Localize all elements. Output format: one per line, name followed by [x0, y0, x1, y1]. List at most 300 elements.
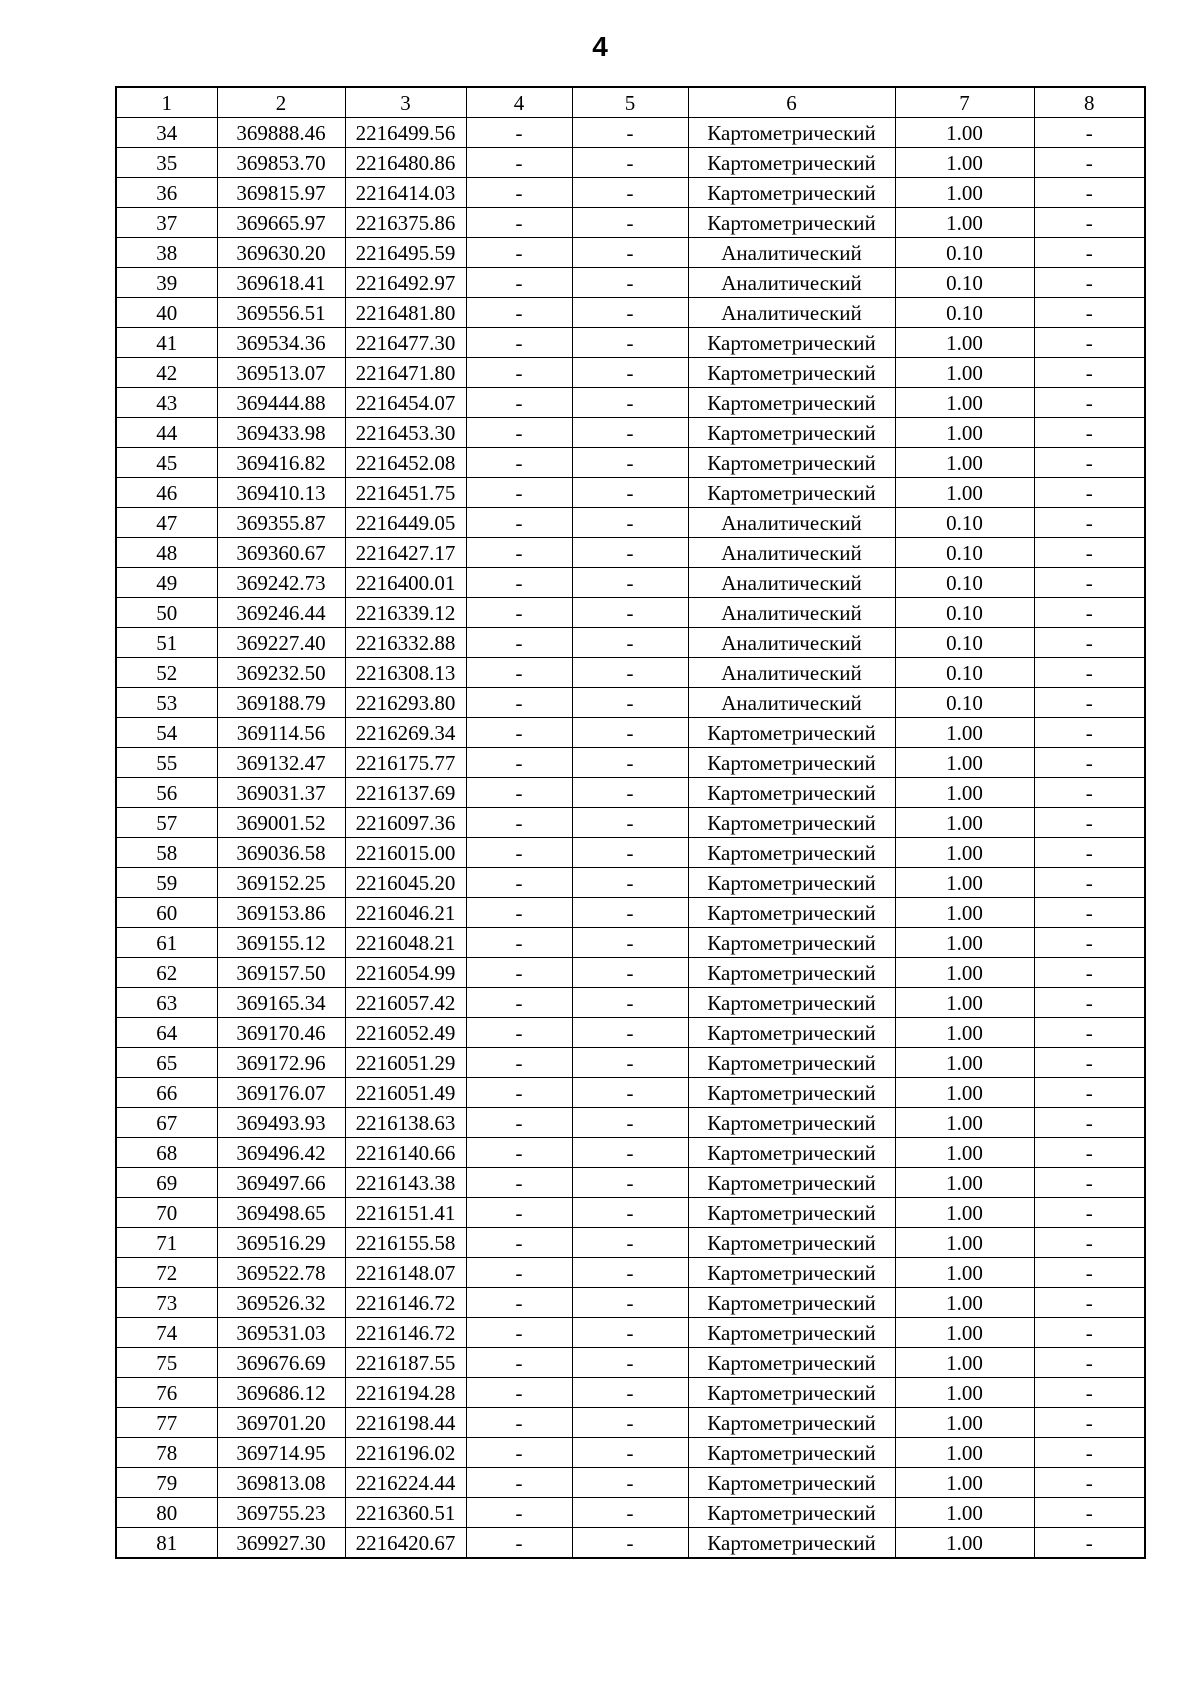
accuracy-cell: 0.10 [895, 268, 1034, 298]
x-coordinate-cell: 369433.98 [217, 418, 345, 448]
column-5-cell: - [572, 1138, 688, 1168]
column-4-cell: - [466, 1168, 572, 1198]
column-8-cell: - [1034, 748, 1145, 778]
column-5-cell: - [572, 328, 688, 358]
point-number-cell: 76 [116, 1378, 217, 1408]
point-number-cell: 53 [116, 688, 217, 718]
column-5-cell: - [572, 598, 688, 628]
accuracy-cell: 1.00 [895, 838, 1034, 868]
x-coordinate-cell: 369618.41 [217, 268, 345, 298]
column-4-cell: - [466, 898, 572, 928]
column-4-cell: - [466, 148, 572, 178]
column-5-cell: - [572, 658, 688, 688]
x-coordinate-cell: 369813.08 [217, 1468, 345, 1498]
accuracy-cell: 1.00 [895, 1228, 1034, 1258]
column-4-cell: - [466, 478, 572, 508]
point-number-cell: 51 [116, 628, 217, 658]
column-5-cell: - [572, 448, 688, 478]
y-coordinate-cell: 2216148.07 [345, 1258, 466, 1288]
accuracy-cell: 1.00 [895, 1258, 1034, 1288]
table-row [116, 658, 1145, 688]
method-cell: Картометрический [688, 1048, 895, 1078]
table-row [116, 688, 1145, 718]
method-cell: Картометрический [688, 838, 895, 868]
column-5-cell: - [572, 538, 688, 568]
method-cell: Картометрический [688, 1108, 895, 1138]
point-number-cell: 72 [116, 1258, 217, 1288]
column-5-cell: - [572, 388, 688, 418]
y-coordinate-cell: 2216427.17 [345, 538, 466, 568]
column-8-cell: - [1034, 1498, 1145, 1528]
y-coordinate-cell: 2216138.63 [345, 1108, 466, 1138]
column-8-cell: - [1034, 448, 1145, 478]
accuracy-cell: 1.00 [895, 1408, 1034, 1438]
accuracy-cell: 1.00 [895, 1198, 1034, 1228]
column-5-cell: - [572, 358, 688, 388]
x-coordinate-cell: 369665.97 [217, 208, 345, 238]
x-coordinate-cell: 369227.40 [217, 628, 345, 658]
accuracy-cell: 1.00 [895, 1048, 1034, 1078]
y-coordinate-cell: 2216046.21 [345, 898, 466, 928]
column-8-cell: - [1034, 958, 1145, 988]
accuracy-cell: 1.00 [895, 928, 1034, 958]
x-coordinate-cell: 369132.47 [217, 748, 345, 778]
column-4-cell: - [466, 1048, 572, 1078]
method-cell: Картометрический [688, 118, 895, 148]
point-number-cell: 64 [116, 1018, 217, 1048]
point-number-cell: 75 [116, 1348, 217, 1378]
point-number-cell: 55 [116, 748, 217, 778]
column-4-cell: - [466, 178, 572, 208]
column-8-cell: - [1034, 1168, 1145, 1198]
point-number-cell: 61 [116, 928, 217, 958]
column-4-cell: - [466, 118, 572, 148]
method-cell: Картометрический [688, 1348, 895, 1378]
accuracy-cell: 0.10 [895, 628, 1034, 658]
column-8-cell: - [1034, 808, 1145, 838]
column-8-cell: - [1034, 388, 1145, 418]
x-coordinate-cell: 369001.52 [217, 808, 345, 838]
column-4-cell: - [466, 928, 572, 958]
accuracy-cell: 1.00 [895, 358, 1034, 388]
method-cell: Картометрический [688, 1498, 895, 1528]
accuracy-cell: 0.10 [895, 568, 1034, 598]
column-8-cell: - [1034, 1048, 1145, 1078]
column-4-cell: - [466, 268, 572, 298]
method-cell: Аналитический [688, 628, 895, 658]
x-coordinate-cell: 369513.07 [217, 358, 345, 388]
column-4-cell: - [466, 1468, 572, 1498]
table-row [116, 718, 1145, 748]
x-coordinate-cell: 369153.86 [217, 898, 345, 928]
y-coordinate-cell: 2216477.30 [345, 328, 466, 358]
x-coordinate-cell: 369165.34 [217, 988, 345, 1018]
point-number-cell: 34 [116, 118, 217, 148]
table-row [116, 778, 1145, 808]
x-coordinate-cell: 369630.20 [217, 238, 345, 268]
y-coordinate-cell: 2216293.80 [345, 688, 466, 718]
x-coordinate-cell: 369170.46 [217, 1018, 345, 1048]
column-8-cell: - [1034, 178, 1145, 208]
method-cell: Аналитический [688, 688, 895, 718]
y-coordinate-cell: 2216375.86 [345, 208, 466, 238]
column-8-cell: - [1034, 1138, 1145, 1168]
table-row [116, 1078, 1145, 1108]
x-coordinate-cell: 369701.20 [217, 1408, 345, 1438]
x-coordinate-cell: 369188.79 [217, 688, 345, 718]
column-5-cell: - [572, 1318, 688, 1348]
point-number-cell: 54 [116, 718, 217, 748]
column-4-cell: - [466, 1408, 572, 1438]
method-cell: Картометрический [688, 748, 895, 778]
accuracy-cell: 1.00 [895, 898, 1034, 928]
y-coordinate-cell: 2216452.08 [345, 448, 466, 478]
column-5-cell: - [572, 1498, 688, 1528]
x-coordinate-cell: 369497.66 [217, 1168, 345, 1198]
point-number-cell: 39 [116, 268, 217, 298]
method-cell: Картометрический [688, 1318, 895, 1348]
table-row [116, 148, 1145, 178]
method-cell: Аналитический [688, 268, 895, 298]
column-5-cell: - [572, 1258, 688, 1288]
column-5-cell: - [572, 958, 688, 988]
column-4-cell: - [466, 688, 572, 718]
column-4-cell: - [466, 538, 572, 568]
x-coordinate-cell: 369416.82 [217, 448, 345, 478]
column-8-cell: - [1034, 1438, 1145, 1468]
method-cell: Картометрический [688, 1198, 895, 1228]
x-coordinate-cell: 369496.42 [217, 1138, 345, 1168]
point-number-cell: 48 [116, 538, 217, 568]
column-8-cell: - [1034, 778, 1145, 808]
x-coordinate-cell: 369556.51 [217, 298, 345, 328]
point-number-cell: 59 [116, 868, 217, 898]
table-row [116, 328, 1145, 358]
table-row [116, 1408, 1145, 1438]
point-number-cell: 45 [116, 448, 217, 478]
column-5-cell: - [572, 988, 688, 1018]
column-8-cell: - [1034, 148, 1145, 178]
method-cell: Картометрический [688, 478, 895, 508]
y-coordinate-cell: 2216015.00 [345, 838, 466, 868]
y-coordinate-cell: 2216143.38 [345, 1168, 466, 1198]
column-4-cell: - [466, 958, 572, 988]
x-coordinate-cell: 369114.56 [217, 718, 345, 748]
table-row [116, 388, 1145, 418]
accuracy-cell: 1.00 [895, 118, 1034, 148]
column-4-cell: - [466, 1198, 572, 1228]
x-coordinate-cell: 369686.12 [217, 1378, 345, 1408]
column-8-cell: - [1034, 1348, 1145, 1378]
x-coordinate-cell: 369031.37 [217, 778, 345, 808]
method-cell: Картометрический [688, 448, 895, 478]
method-cell: Аналитический [688, 508, 895, 538]
point-number-cell: 78 [116, 1438, 217, 1468]
table-row [116, 1168, 1145, 1198]
column-4-cell: - [466, 238, 572, 268]
method-cell: Аналитический [688, 598, 895, 628]
column-4-cell: - [466, 1288, 572, 1318]
y-coordinate-cell: 2216155.58 [345, 1228, 466, 1258]
column-8-cell: - [1034, 508, 1145, 538]
x-coordinate-cell: 369155.12 [217, 928, 345, 958]
accuracy-cell: 1.00 [895, 808, 1034, 838]
column-8-cell: - [1034, 538, 1145, 568]
table-row [116, 478, 1145, 508]
accuracy-cell: 0.10 [895, 298, 1034, 328]
column-8-cell: - [1034, 1198, 1145, 1228]
column-5-cell: - [572, 688, 688, 718]
method-cell: Картометрический [688, 1378, 895, 1408]
x-coordinate-cell: 369498.65 [217, 1198, 345, 1228]
point-number-cell: 66 [116, 1078, 217, 1108]
y-coordinate-cell: 2216339.12 [345, 598, 466, 628]
column-8-cell: - [1034, 988, 1145, 1018]
y-coordinate-cell: 2216420.67 [345, 1528, 466, 1559]
x-coordinate-cell: 369927.30 [217, 1528, 345, 1559]
method-cell: Картометрический [688, 868, 895, 898]
column-4-cell: - [466, 868, 572, 898]
accuracy-cell: 1.00 [895, 1378, 1034, 1408]
y-coordinate-cell: 2216140.66 [345, 1138, 466, 1168]
method-cell: Картометрический [688, 1078, 895, 1108]
x-coordinate-cell: 369172.96 [217, 1048, 345, 1078]
column-5-cell: - [572, 838, 688, 868]
column-5-cell: - [572, 928, 688, 958]
y-coordinate-cell: 2216454.07 [345, 388, 466, 418]
x-coordinate-cell: 369232.50 [217, 658, 345, 688]
column-5-cell: - [572, 1168, 688, 1198]
column-8-cell: - [1034, 118, 1145, 148]
table-row [116, 1258, 1145, 1288]
column-8-cell: - [1034, 658, 1145, 688]
y-coordinate-cell: 2216308.13 [345, 658, 466, 688]
column-5-cell: - [572, 898, 688, 928]
column-4-cell: - [466, 658, 572, 688]
column-5-cell: - [572, 718, 688, 748]
method-cell: Картометрический [688, 1228, 895, 1258]
column-4-cell: - [466, 388, 572, 418]
column-5-cell: - [572, 508, 688, 538]
point-number-cell: 63 [116, 988, 217, 1018]
x-coordinate-cell: 369815.97 [217, 178, 345, 208]
column-8-cell: - [1034, 1288, 1145, 1318]
table-row [116, 208, 1145, 238]
accuracy-cell: 1.00 [895, 778, 1034, 808]
column-header: 3 [345, 87, 466, 118]
table-row [116, 898, 1145, 928]
table-row [116, 1438, 1145, 1468]
method-cell: Картометрический [688, 1408, 895, 1438]
method-cell: Картометрический [688, 1288, 895, 1318]
column-4-cell: - [466, 988, 572, 1018]
column-5-cell: - [572, 628, 688, 658]
column-5-cell: - [572, 178, 688, 208]
accuracy-cell: 1.00 [895, 1168, 1034, 1198]
x-coordinate-cell: 369534.36 [217, 328, 345, 358]
column-5-cell: - [572, 238, 688, 268]
y-coordinate-cell: 2216137.69 [345, 778, 466, 808]
column-header: 4 [466, 87, 572, 118]
column-8-cell: - [1034, 688, 1145, 718]
method-cell: Картометрический [688, 148, 895, 178]
y-coordinate-cell: 2216492.97 [345, 268, 466, 298]
x-coordinate-cell: 369036.58 [217, 838, 345, 868]
x-coordinate-cell: 369355.87 [217, 508, 345, 538]
y-coordinate-cell: 2216175.77 [345, 748, 466, 778]
column-4-cell: - [466, 1078, 572, 1108]
y-coordinate-cell: 2216054.99 [345, 958, 466, 988]
x-coordinate-cell: 369526.32 [217, 1288, 345, 1318]
x-coordinate-cell: 369676.69 [217, 1348, 345, 1378]
y-coordinate-cell: 2216051.49 [345, 1078, 466, 1108]
column-4-cell: - [466, 598, 572, 628]
accuracy-cell: 1.00 [895, 1438, 1034, 1468]
column-5-cell: - [572, 298, 688, 328]
point-number-cell: 40 [116, 298, 217, 328]
method-cell: Аналитический [688, 568, 895, 598]
y-coordinate-cell: 2216196.02 [345, 1438, 466, 1468]
column-4-cell: - [466, 1228, 572, 1258]
x-coordinate-cell: 369444.88 [217, 388, 345, 418]
column-5-cell: - [572, 208, 688, 238]
table-row [116, 808, 1145, 838]
column-4-cell: - [466, 748, 572, 778]
column-8-cell: - [1034, 1228, 1145, 1258]
point-number-cell: 67 [116, 1108, 217, 1138]
accuracy-cell: 1.00 [895, 448, 1034, 478]
column-header: 6 [688, 87, 895, 118]
method-cell: Картометрический [688, 718, 895, 748]
column-8-cell: - [1034, 1528, 1145, 1559]
column-4-cell: - [466, 418, 572, 448]
method-cell: Картометрический [688, 988, 895, 1018]
y-coordinate-cell: 2216048.21 [345, 928, 466, 958]
column-5-cell: - [572, 478, 688, 508]
column-4-cell: - [466, 448, 572, 478]
point-number-cell: 77 [116, 1408, 217, 1438]
accuracy-cell: 1.00 [895, 718, 1034, 748]
y-coordinate-cell: 2216045.20 [345, 868, 466, 898]
accuracy-cell: 0.10 [895, 538, 1034, 568]
column-5-cell: - [572, 1468, 688, 1498]
table-row [116, 628, 1145, 658]
column-8-cell: - [1034, 568, 1145, 598]
x-coordinate-cell: 369531.03 [217, 1318, 345, 1348]
method-cell: Картометрический [688, 208, 895, 238]
column-5-cell: - [572, 418, 688, 448]
point-number-cell: 46 [116, 478, 217, 508]
point-number-cell: 52 [116, 658, 217, 688]
column-header: 8 [1034, 87, 1145, 118]
column-4-cell: - [466, 718, 572, 748]
point-number-cell: 58 [116, 838, 217, 868]
x-coordinate-cell: 369853.70 [217, 148, 345, 178]
method-cell: Картометрический [688, 958, 895, 988]
column-5-cell: - [572, 1018, 688, 1048]
point-number-cell: 60 [116, 898, 217, 928]
accuracy-cell: 1.00 [895, 328, 1034, 358]
y-coordinate-cell: 2216146.72 [345, 1288, 466, 1318]
accuracy-cell: 1.00 [895, 1468, 1034, 1498]
column-4-cell: - [466, 328, 572, 358]
y-coordinate-cell: 2216480.86 [345, 148, 466, 178]
method-cell: Картометрический [688, 1528, 895, 1559]
y-coordinate-cell: 2216051.29 [345, 1048, 466, 1078]
table-row [116, 1318, 1145, 1348]
y-coordinate-cell: 2216360.51 [345, 1498, 466, 1528]
y-coordinate-cell: 2216269.34 [345, 718, 466, 748]
column-5-cell: - [572, 1288, 688, 1318]
column-5-cell: - [572, 118, 688, 148]
point-number-cell: 73 [116, 1288, 217, 1318]
table-row [116, 418, 1145, 448]
column-header: 1 [116, 87, 217, 118]
column-8-cell: - [1034, 598, 1145, 628]
column-8-cell: - [1034, 268, 1145, 298]
column-8-cell: - [1034, 868, 1145, 898]
column-4-cell: - [466, 1378, 572, 1408]
method-cell: Аналитический [688, 658, 895, 688]
column-8-cell: - [1034, 628, 1145, 658]
y-coordinate-cell: 2216499.56 [345, 118, 466, 148]
x-coordinate-cell: 369360.67 [217, 538, 345, 568]
x-coordinate-cell: 369246.44 [217, 598, 345, 628]
table-row [116, 448, 1145, 478]
column-8-cell: - [1034, 838, 1145, 868]
table-row [116, 868, 1145, 898]
accuracy-cell: 0.10 [895, 238, 1034, 268]
accuracy-cell: 1.00 [895, 748, 1034, 778]
table-row [116, 568, 1145, 598]
table-row [116, 1378, 1145, 1408]
point-number-cell: 43 [116, 388, 217, 418]
method-cell: Картометрический [688, 178, 895, 208]
accuracy-cell: 1.00 [895, 1108, 1034, 1138]
column-4-cell: - [466, 208, 572, 238]
accuracy-cell: 1.00 [895, 1288, 1034, 1318]
table-row [116, 1528, 1145, 1559]
column-4-cell: - [466, 1438, 572, 1468]
column-5-cell: - [572, 1198, 688, 1228]
column-8-cell: - [1034, 1078, 1145, 1108]
accuracy-cell: 0.10 [895, 598, 1034, 628]
table-row [116, 508, 1145, 538]
column-8-cell: - [1034, 1108, 1145, 1138]
column-header: 2 [217, 87, 345, 118]
y-coordinate-cell: 2216332.88 [345, 628, 466, 658]
table-row [116, 988, 1145, 1018]
method-cell: Картометрический [688, 1018, 895, 1048]
column-5-cell: - [572, 1438, 688, 1468]
accuracy-cell: 1.00 [895, 1018, 1034, 1048]
point-number-cell: 56 [116, 778, 217, 808]
table-header-row [116, 87, 1145, 118]
column-8-cell: - [1034, 928, 1145, 958]
table-row [116, 958, 1145, 988]
column-4-cell: - [466, 808, 572, 838]
column-5-cell: - [572, 1348, 688, 1378]
y-coordinate-cell: 2216495.59 [345, 238, 466, 268]
column-5-cell: - [572, 1408, 688, 1438]
column-5-cell: - [572, 568, 688, 598]
column-4-cell: - [466, 1348, 572, 1378]
x-coordinate-cell: 369522.78 [217, 1258, 345, 1288]
accuracy-cell: 1.00 [895, 868, 1034, 898]
column-5-cell: - [572, 1378, 688, 1408]
accuracy-cell: 0.10 [895, 688, 1034, 718]
accuracy-cell: 0.10 [895, 658, 1034, 688]
